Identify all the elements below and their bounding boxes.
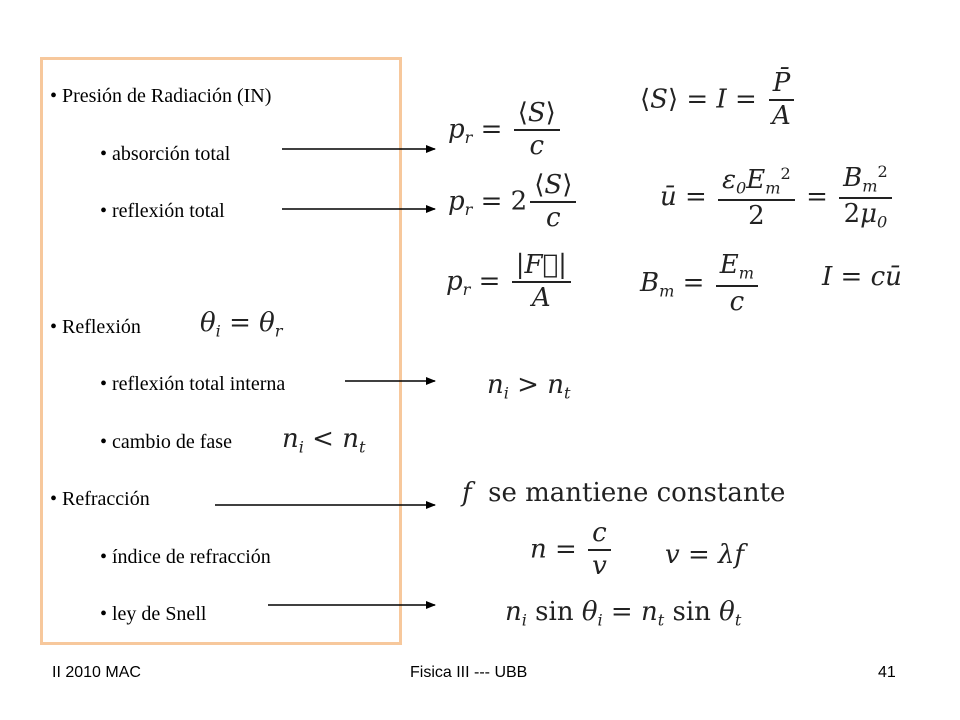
formula-snell: $n_i$ $\sin \theta_i = n_t$ $\sin \theta_t$ bbox=[505, 597, 742, 630]
formula-reflection-law: $\theta_i = \theta_r$ bbox=[200, 308, 283, 341]
formula-pr-absorption: $p_r$ = $\frac{⟨S⟩}{c}$ bbox=[448, 100, 563, 161]
list-item-reflexion-total: • reflexión total bbox=[100, 200, 225, 222]
constant-text: se mantiene constante bbox=[488, 478, 786, 508]
page-number: 41 bbox=[878, 664, 896, 681]
list-item-reflexion: • Reflexión bbox=[50, 316, 141, 338]
footer-center: Fisica III --- UBB bbox=[410, 664, 528, 681]
formula-total-internal: $n_i > n_t$ bbox=[487, 370, 571, 403]
list-item-absorcion: • absorción total bbox=[100, 143, 231, 165]
formula-frequency-constant: f se mantiene constante bbox=[462, 478, 786, 508]
formula-pr-force: $p_r$ = $\frac{|F⃗|}{A}$ bbox=[446, 252, 574, 313]
formula-velocity: v = λf bbox=[665, 540, 745, 570]
formula-phase-change: $n_i < n_t$ bbox=[282, 424, 366, 457]
list-item-reflexion-interna: • reflexión total interna bbox=[100, 373, 286, 395]
list-item-snell: • ley de Snell bbox=[100, 603, 207, 625]
list-item-indice: • índice de refracción bbox=[100, 546, 271, 568]
formula-bm: $B_m$ = $\frac{E_m}{c}$ bbox=[640, 252, 761, 316]
formula-energy-density: ū = $\frac{\varepsilon_0E_m^2}{2}$ = $\frac{B_m^2}{2\mu_0}$ bbox=[660, 164, 895, 232]
formula-refractive-index: n = $\frac{c}{v}$ bbox=[530, 520, 614, 581]
formula-pr-reflection: $p_r = 2$ $\frac{⟨S⟩}{c}$ bbox=[448, 172, 579, 233]
formula-intensity: ⟨S⟩ = I = $\frac{P̄}{A}$ bbox=[640, 70, 798, 131]
formula-i-cu: I = cū bbox=[822, 262, 902, 292]
list-item-cambio-fase: • cambio de fase bbox=[100, 431, 232, 453]
footer-left: II 2010 MAC bbox=[52, 664, 141, 681]
list-item-refraccion: • Refracción bbox=[50, 488, 150, 510]
list-item-presion: • Presión de Radiación (IN) bbox=[50, 85, 272, 107]
